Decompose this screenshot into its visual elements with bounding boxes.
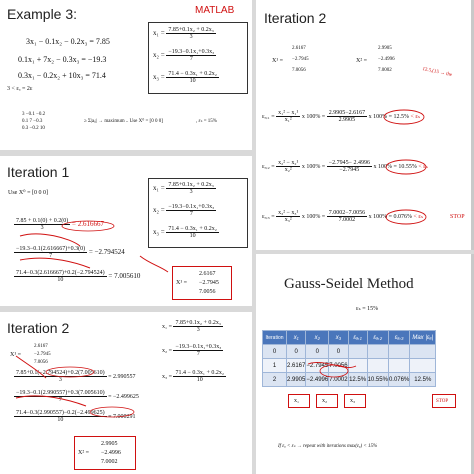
slide-iteration-1 bbox=[0, 156, 252, 306]
x2-calc: $\frac{-19.3-0.1(2.990557)+0.3(7.005610)}{7}$ = −2.499625 bbox=[16, 390, 139, 403]
result-vector-box: X² = 2.9905 −2.4996 7.0002 bbox=[74, 436, 136, 470]
x1-tag: x₁ bbox=[288, 394, 310, 408]
matrix-row-3: 0.3 −0.2 10 bbox=[22, 126, 45, 131]
x1-vector-label: X¹ = bbox=[272, 58, 284, 64]
handwritten-note: 12.5,(15 → the bbox=[421, 66, 453, 79]
slide-iteration-2-calc: Iteration 2 X¹ = 2.6167 −2.7945 7.0056 $\frac{7.85+0.1(-2.794524)+0.2(7.005610)}{3}$ = 2.990557 $\frac{-19.3-0.1(2.990557)+0.3(7.005610)}{7}$ = −2.499625 $\frac{71.4-0.3(2.990557)-0.2(-2.499625)}{10}$ = 7.000291 x₁ = $\frac{\text{7.85+0.1x₂ + 0.2x₃}}{3}$ x₂ = $\frac{\text{−19.3−0.1x₁+0.3x₃}}{7}$ x₃ = $\frac{\text{71.4 − 0.3x₁ + 0.2x₂}}{10}$ X² = 2.9905 −2.4996 7.0002 bbox=[0, 312, 252, 474]
iteration-formulas-box: x₁ = $\frac{\text{7.85+0.1x₂ + 0.2x₃}}{3}$ x₂ = $\frac{\text{−19.3−0.1x₁+0.3x₃}}{7}$ x₃ = $\frac{\text{71.4 − 0.3x₁ + 0.2x₂}}{10}$ bbox=[148, 178, 248, 248]
header-ea2: εₐ,₂ bbox=[367, 331, 388, 345]
slide-title: Gauss-Seidel Method bbox=[284, 276, 414, 292]
header-x2: x₂ bbox=[306, 331, 329, 345]
header-x3: x₃ bbox=[329, 331, 348, 345]
iteration-formulas: x₁ = $\frac{\text{7.85+0.1x₂ + 0.2x₃}}{3}$ x₂ = $\frac{\text{−19.3−0.1x₁+0.3x₃}}{7}$ x₃ = $\frac{\text{71.4 − 0.3x₁ + 0.2x₂}}{10}$ bbox=[160, 316, 250, 406]
error-eq-3: εₐ,₃ = $\frac{\text{x₃² − x₃¹}}{\text{x₃²}}$ x 100% = $\frac{7.0002-7.0056}{7.0002}$ x 100% = 0.076% < εₛ bbox=[262, 210, 424, 223]
table-row: 1 2.6167 −2.7945 7.0056 bbox=[263, 359, 436, 373]
slide-title: Iteration 2 bbox=[7, 320, 70, 336]
stop-tag: STOP bbox=[432, 394, 456, 408]
matrix-row-1: 3 −0.1 −0.2 bbox=[22, 112, 46, 117]
handwritten-note: 3 < εₐ = 2ε bbox=[7, 86, 33, 92]
table-row: 2 2.9905 −2.4996 7.0002 12.5% 10.55% 0.076% 12.5% bbox=[263, 373, 436, 387]
x1-vector-label: X¹ = bbox=[10, 352, 22, 358]
x3-tag: x₃ bbox=[344, 394, 366, 408]
x2-calc: $\frac{-19.3-0.1(2.616667)+0.3(0)}{7}$ = −2.794524 bbox=[16, 246, 125, 259]
header-ea1: εₐ,₁ bbox=[348, 331, 367, 345]
x1-calc: $\frac{7.85+0.1(-2.794524)+0.2(7.005610)}{3}$ = 2.990557 bbox=[16, 370, 136, 383]
x3-calc: $\frac{71.4-0.3(2.990557)-0.2(-2.499625)}{10}$ = 7.000291 bbox=[16, 410, 136, 423]
initial-guess: Use X⁰ = [0 0 0] bbox=[8, 190, 48, 196]
header-iteration: Iteration bbox=[263, 331, 287, 345]
x2-tag: x₂ bbox=[316, 394, 338, 408]
x1-calc: $\frac{7.85 + 0.1(0) + 0.2(0)}{3}$ = 2.616667 bbox=[16, 218, 104, 231]
header-ea3: εₐ,₃ bbox=[388, 331, 409, 345]
error-eq-2: εₐ,₂ = $\frac{\text{x₂² − x₂¹}}{\text{x₂²}}$ x 100% = $\frac{-2.7945- 2.4996}{-2.7945}$ x 100% = 10.55% < εₛ bbox=[262, 160, 429, 173]
equation-3: 0.3x₁ − 0.2x₂ + 10x₃ = 71.4 bbox=[18, 71, 106, 80]
stop-label: STOP bbox=[450, 214, 465, 220]
equation-2: 0.1x₁ + 7x₂ − 0.3x₃ = −19.3 bbox=[18, 55, 107, 64]
header-x1: x₁ bbox=[287, 331, 306, 345]
table-row: 0 0 0 0 bbox=[263, 345, 436, 359]
slide-gauss-seidel-table bbox=[256, 254, 474, 474]
equation-1: 3x₁ − 0.1x₂ − 0.2x₃ = 7.85 bbox=[26, 37, 110, 46]
matlab-label: MATLAB bbox=[195, 5, 235, 16]
result-vector-box: X¹ = 2.6167 −2.7945 7.0056 bbox=[172, 266, 232, 300]
slide-iteration-2-error: Iteration 2 X¹ = 2.6167 −2.7945 7.0056 X² = 2.9905 −2.4996 7.0002 12.5,(15 → the εₐ,₁ = $\frac{\text{x₁² − x₁¹}}{\text{x₁²}}$ x 100% = $\frac{2.9905-2.6167}{2.9905}$ x 100% = 12.5% < εₛ εₐ,₂ = $\frac{\text{x₂² − x₂¹}}{\text{x₂²}}$ x 100% = $\frac{-2.7945- 2.4996}{-2.7945}$ x 100% = 10.55% < εₛ εₐ,₃ = $\frac{\text{x₃² − x₃¹}}{\text{x₃²}}$ x 100% = $\frac{7.0002-7.0056}{7.0002}$ x 100% = 0.076% < εₛ STOP bbox=[256, 0, 474, 250]
x2-vector-label: X² = bbox=[356, 58, 368, 64]
x3-calc: $\frac{71.4-0.3(2.616667)+0.2(-2.794524)}{10}$ = 7.005610 bbox=[16, 270, 141, 283]
header-max: Max |εₐ| bbox=[410, 331, 436, 345]
slide-title: Iteration 1 bbox=[7, 164, 70, 180]
slide-title: Iteration 2 bbox=[264, 10, 327, 26]
error-eq-1: εₐ,₁ = $\frac{\text{x₁² − x₁¹}}{\text{x₁²}}$ x 100% = $\frac{2.9905-2.6167}{2.9905}$ x 100% = 12.5% < εₛ bbox=[262, 110, 421, 123]
slide-title: Example 3: bbox=[7, 6, 78, 22]
iteration-formulas-box: x₁ = $\frac{\text{7.85+0.1x₂ + 0.2x₃}}{3}$ x₂ = $\frac{\text{−19.3−0.1x₁+0.3x₃}}{7}$ x₃ = $\frac{\text{71.4 − 0.3x₁ + 0.2x₂}}{10}$ bbox=[148, 22, 248, 94]
dominance-condition: ≥ Σ|aᵢⱼ| → maximum .. Use X⁰ = [0 0 0] bbox=[84, 119, 163, 124]
tolerance-label: εₛ = 15% bbox=[356, 306, 379, 312]
slide-example-3 bbox=[0, 0, 252, 150]
matrix-row-2: 0.1 7 −0.3 bbox=[22, 119, 43, 124]
iteration-table bbox=[262, 330, 436, 387]
tolerance-label: , εₛ = 15% bbox=[196, 119, 217, 124]
handwritten-note: If εₐ < εₛ → repeat with iterations max(εₐ) < 15% bbox=[278, 444, 378, 449]
